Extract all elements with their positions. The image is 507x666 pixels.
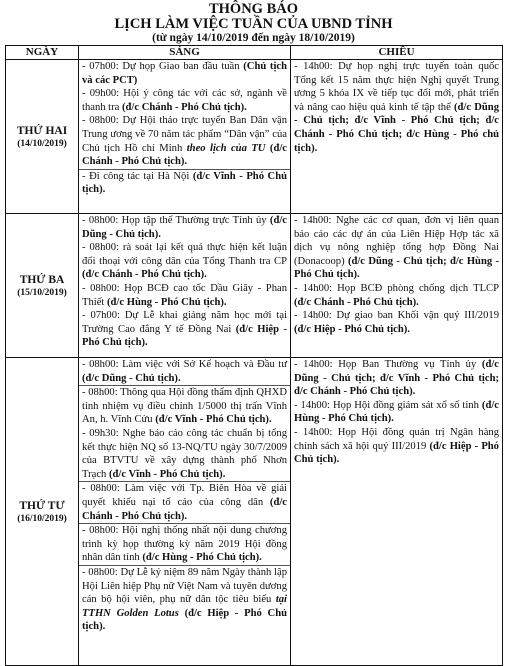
schedule-item: - 14h00: Họp Ban Thường vụ Tỉnh ủy (đ/c Dũng - Chủ tịch; đ/c Vĩnh - Phó Chủ tịch; đ/c Chánh - Phó Chủ tịch). <box>294 359 499 398</box>
table-row <box>6 214 503 358</box>
day-cell <box>6 60 79 214</box>
table-row <box>6 358 503 666</box>
schedule-item: - 07h00: Dự họp Giao ban đầu tuần (Chủ tịch và các PCT) <box>82 61 287 86</box>
schedule-item: - 08h00: rà soát lại kết quả thực hiện kết luận đối thoại với công dân của Tổng Thanh tra CP (đ/c Chánh - Phó Chủ tịch). <box>82 242 287 281</box>
schedule-item: - 08h00: Làm việc với Sở Kế hoạch và Đầu tư (đ/c Dũng - Chủ tịch). <box>82 359 287 384</box>
schedule-item: - 08h00: Họp tập thể Thường trực Tỉnh ủy (đ/c Dũng - Chủ tịch). <box>82 215 287 240</box>
schedule-item: - 14h00: Nghe các cơ quan, đơn vị liên quan báo cáo các dự án của Liên Hiệp Hợp tác xã dịch vụ nông nghiệp tổng hợp Đồng Nai (Donacoop) (đ/c Dũng - Chủ tịch; đ/c Hùng - Phó Chủ tịch). <box>294 215 499 281</box>
schedule-title: LỊCH LÀM VIỆC TUẦN CỦA UBND TỈNH <box>114 16 393 32</box>
schedule-item: - 08h00: Hội nghị thống nhất nội dung chương trình kỳ họp thường kỳ năm 2019 Hội đồng nhân dân tỉnh (đ/c Hùng - Phó Chủ tịch). <box>82 525 287 564</box>
morning-cell <box>79 358 291 666</box>
day-name: THỨ HAI <box>16 124 68 137</box>
schedule-item: - 08h00: Họp BCĐ cao tốc Dầu Giây - Phan Thiết (đ/c Hùng - Phó Chủ tịch). <box>82 282 287 308</box>
column-header-morning: SÁNG <box>79 46 291 60</box>
afternoon-cell <box>291 214 503 358</box>
schedule-item: - 08h00: Làm việc với Tp. Biên Hòa về giải quyết khiếu nại tố cáo của công dân (đ/c Chánh - Phó Chủ tịch). <box>82 483 287 522</box>
table-header-row <box>6 46 503 60</box>
day-cell <box>6 358 79 666</box>
morning-cell <box>79 60 291 214</box>
schedule-item: - 14h00: Họp Hội đồng giám sát xổ số tỉnh (đ/c Hùng - Phó Chủ tịch). <box>294 399 499 425</box>
column-header-day: NGÀY <box>6 46 79 60</box>
schedule-item: - 14h00: Họp Hội đồng quản trị Ngân hàng chính sách xã hội quý III/2019 (đ/c Hiệp - Phó Chủ tịch). <box>294 426 499 466</box>
schedule-item: - 14h00: Dự giao ban Khối vận quý III/2019 (đ/c Hiệp - Phó Chủ tịch). <box>294 310 499 335</box>
day-name: THỨ BA <box>19 273 65 286</box>
afternoon-cell <box>291 60 503 214</box>
schedule-item: - 07h00: Dự Lễ khai giảng năm học mới tại Trường Cao đẳng Y tế Đồng Nai (đ/c Hiệp - Phó Chủ tịch). <box>82 310 288 349</box>
schedule-item: - 08h00: Thông qua Hội đồng thẩm định QHXD tỉnh nhiệm vụ điều chỉnh 1/5000 thị trấn Vĩnh An, h. Vĩnh Cửu (đ/c Vĩnh - Phó Chủ tịch). <box>82 387 287 426</box>
schedule-item: - 14h00: Họp BCĐ phòng chống dịch TLCP (đ/c Chánh - Phó Chủ tịch). <box>294 282 499 308</box>
schedule-item: - Đi công tác tại Hà Nội (đ/c Vĩnh - Phó Chủ tịch). <box>82 170 287 196</box>
schedule-item: - 09h30: Nghe báo cáo công tác chuẩn bị tổng kết thực hiện NQ số 13-NQ/TU ngày 30/7/2009 của BTVTU về xây dựng thành phố Nhơn Trạch (đ/c Vĩnh - Phó Chủ tịch). <box>82 427 287 480</box>
column-header-afternoon: CHIỀU <box>291 46 503 60</box>
afternoon-cell <box>291 358 503 666</box>
schedule-table <box>5 45 503 666</box>
day-date: (16/10/2019) <box>17 513 67 524</box>
day-date: (14/10/2019) <box>17 138 67 149</box>
schedule-item: - 08h00: Dự Lễ kỷ niệm 89 năm Ngày thành lập Hội Liên hiệp Phụ nữ Việt Nam và tuyên dương cán bộ hội viên, phụ nữ dân tộc tiêu biểu tại TTHN Golden Lotus (đ/c Hiệp - Phó Chủ tịch). <box>82 566 287 633</box>
notice-heading: THÔNG BÁO <box>208 1 299 17</box>
date-range: (từ ngày 14/10/2019 đến ngày 18/10/2019) <box>152 32 355 44</box>
day-name: THỨ TƯ <box>19 499 65 512</box>
day-date: (15/10/2019) <box>17 287 67 298</box>
day-cell <box>6 214 79 358</box>
schedule-item: - 14h00: Dự họp nghị trực tuyến toàn quốc Tổng kết 15 năm thực hiện Nghị quyết Trung ương 5 khóa IX về tiếp tục đổi mới, phát triển và nâng cao hiệu quả kinh tế tập thể (đ/c Dũng - Chủ tịch; đ/c Vĩnh - Phó Chủ tịch; đ/c Chánh - Phó Chủ tịch; đ/c Hùng - Phó chủ tịch). <box>294 61 499 154</box>
table-row <box>6 60 503 214</box>
schedule-item: - 09h00: Hội ý công tác với các sở, ngành về thanh tra (đ/c Chánh - Phó Chủ tịch). <box>82 88 287 113</box>
morning-cell <box>79 214 291 358</box>
schedule-item: - 08h00: Dự Hội thảo trực tuyến Ban Dân vận Trung ương về 70 năm tác phẩm “Dân vận” của Chủ tịch Hồ chí Minh theo lịch của TU (đ/c Chánh - Phó Chủ tịch). <box>82 115 287 168</box>
